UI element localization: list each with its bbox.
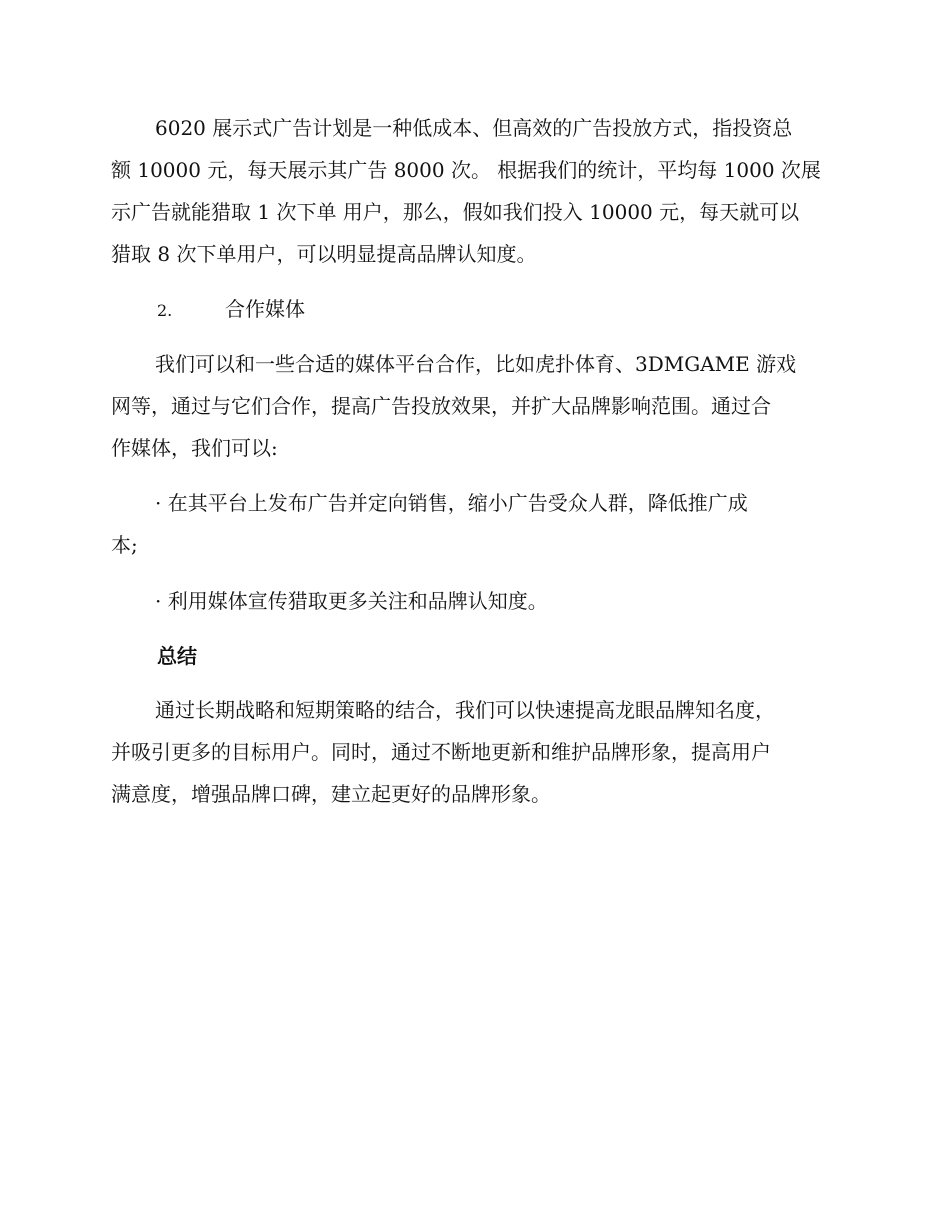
bullet-line: · 利用媒体宣传猎取更多关注和品牌认知度。: [155, 589, 548, 613]
paragraph-line: 猎取 8 次下单用户，可以明显提高品牌认知度。: [111, 242, 537, 266]
paragraph-line: 满意度，增强品牌口碑，建立起更好的品牌形象。: [111, 782, 551, 806]
paragraph-media-partners: [111, 343, 838, 469]
bullet-item-targeted-sales: [111, 482, 838, 566]
paragraph-line: 示广告就能猎取 1 次下单 用户，那么，假如我们投入 10000 元，每天就可以: [111, 200, 800, 224]
paragraph-line: 并吸引更多的目标用户。同时，通过不断地更新和维护品牌形象，提高用户: [111, 740, 771, 764]
list-title: 合作媒体: [225, 297, 305, 321]
list-item-cooperation-media: [157, 288, 305, 332]
bullet-item-media-promotion: [111, 580, 838, 622]
paragraph-line: 额 10000 元，每天展示其广告 8000 次。 根据我们的统计，平均每 1000 次展: [111, 158, 821, 182]
paragraph-summary: [111, 689, 838, 815]
paragraph-line: 网等，通过与它们合作，提高广告投放效果，并扩大品牌影响范围。通过合: [111, 394, 771, 418]
section-heading-summary: 总结: [157, 644, 197, 668]
paragraph-line: 通过长期战略和短期策略的结合，我们可以快速提高龙眼品牌知名度，: [155, 698, 775, 722]
bullet-line: 本;: [111, 533, 138, 557]
paragraph-line: 作媒体，我们可以:: [111, 436, 278, 460]
paragraph-display-ad-plan: [111, 107, 838, 275]
paragraph-line: 6020 展示式广告计划是一种低成本、但高效的广告投放方式，指投资总: [155, 116, 793, 140]
paragraph-line: 我们可以和一些合适的媒体平台合作，比如虎扑体育、3DMGAME 游戏: [155, 352, 797, 376]
list-number: 2.: [157, 301, 173, 320]
bullet-line: · 在其平台上发布广告并定向销售，缩小广告受众人群，降低推广成: [155, 491, 748, 515]
